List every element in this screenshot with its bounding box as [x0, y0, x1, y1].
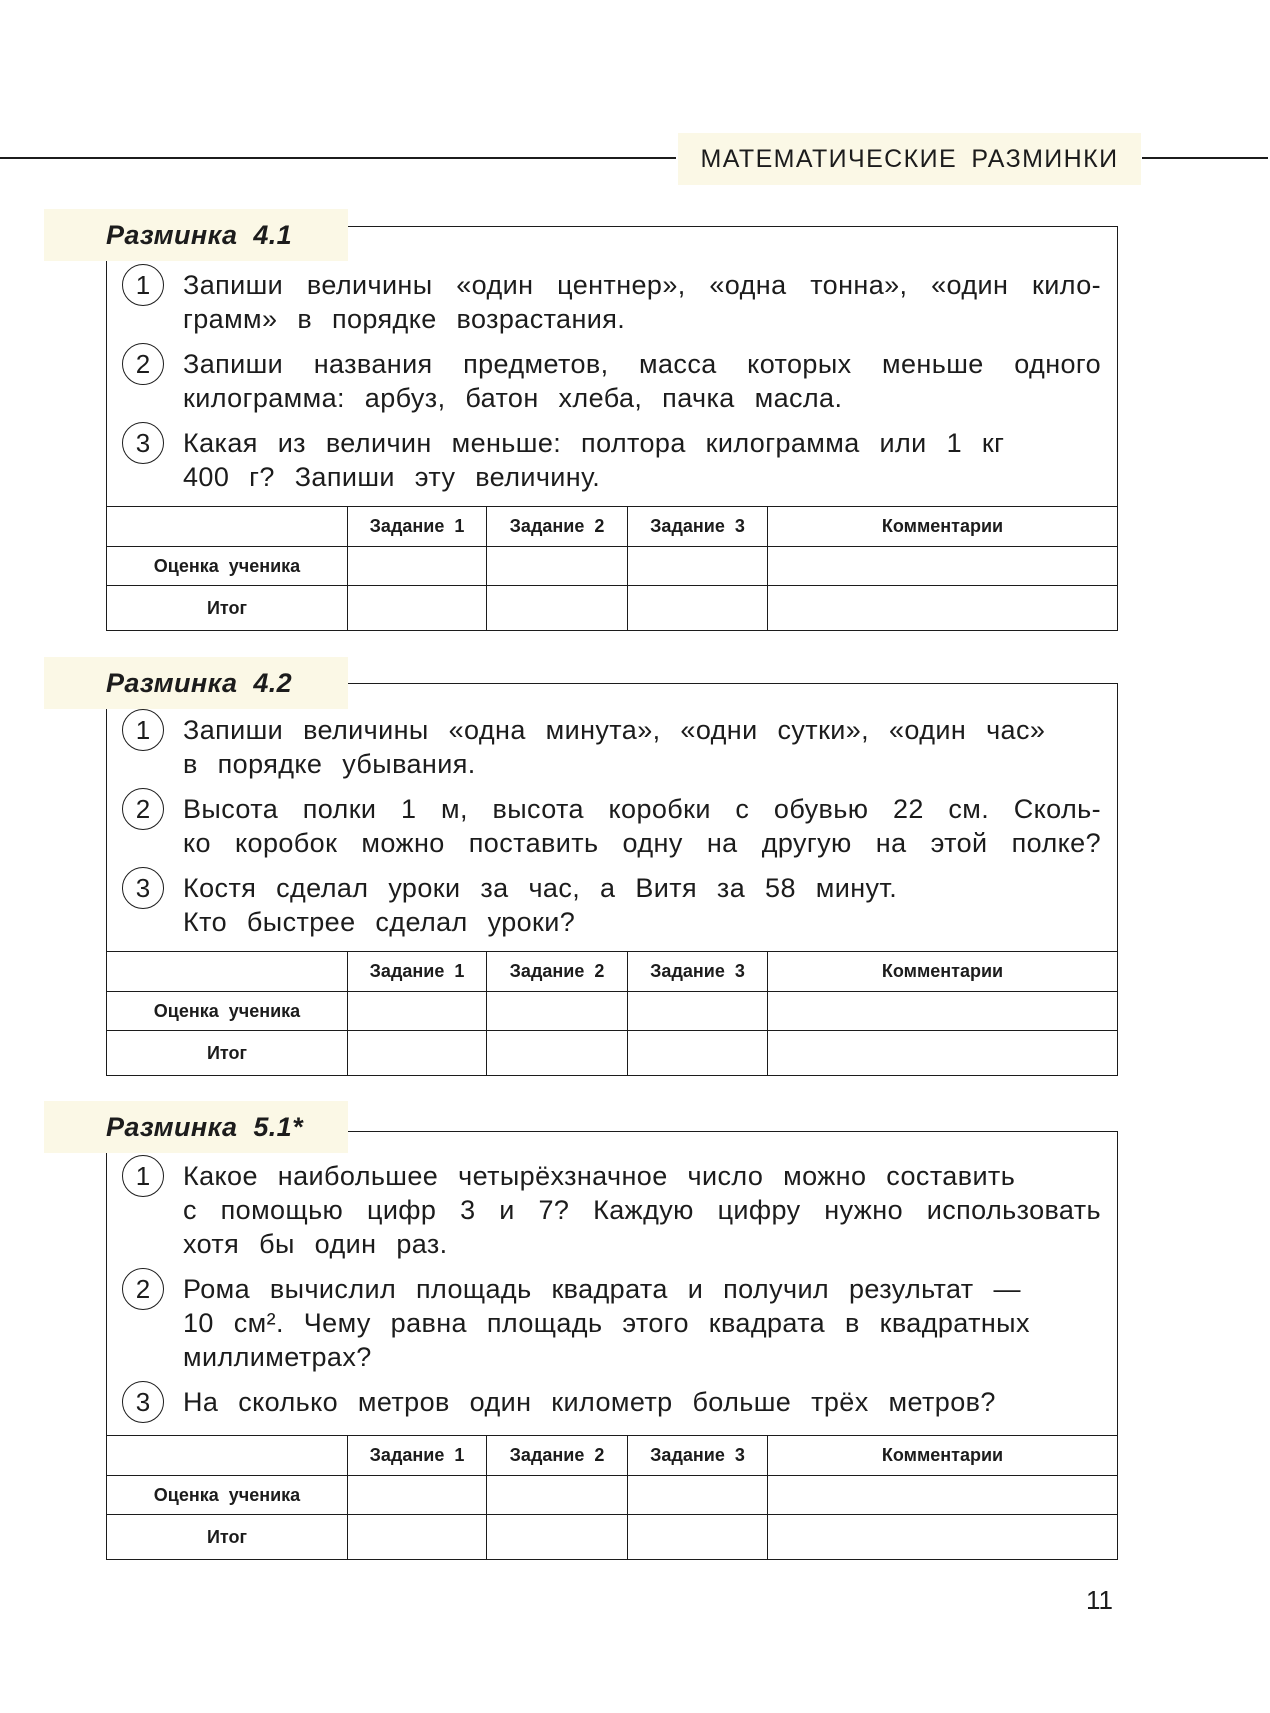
row-label: Итог	[107, 1514, 347, 1559]
score-cell	[627, 1475, 767, 1514]
table-corner-cell	[107, 1435, 347, 1475]
task-list	[107, 1132, 1117, 1419]
task-text-line: Рома вычислил площадь квадрата и получил результат —	[183, 1274, 1021, 1304]
score-cell	[347, 546, 486, 585]
warmup-title	[44, 1101, 348, 1153]
score-cell	[347, 991, 486, 1030]
task-item	[107, 1272, 1117, 1374]
score-cell	[627, 991, 767, 1030]
task-text-line: в порядке убывания.	[183, 749, 476, 779]
comment-cell	[767, 585, 1117, 630]
task-number-circle: 3	[122, 867, 164, 909]
column-header: Задание 1	[347, 1435, 486, 1475]
task-text-line: хотя бы один раз.	[183, 1229, 448, 1259]
table-corner-cell	[107, 951, 347, 991]
task-item	[107, 1159, 1117, 1261]
task-item	[107, 792, 1117, 860]
task-list	[107, 227, 1117, 494]
score-cell	[347, 585, 486, 630]
row-label: Итог	[107, 585, 347, 630]
score-cell	[627, 585, 767, 630]
score-cell	[347, 1475, 486, 1514]
score-cell	[486, 546, 627, 585]
table-corner-cell	[107, 506, 347, 546]
task-number-circle: 3	[122, 422, 164, 464]
row-label: Оценка ученика	[107, 1475, 347, 1514]
warmup-title	[44, 657, 348, 709]
column-header: Комментарии	[767, 951, 1117, 991]
warmup-title-text: Разминка 5.1*	[106, 1111, 303, 1142]
warmup-title-text: Разминка 4.2	[106, 667, 293, 698]
task-text-line: ко коробок можно поставить одну на другую на этой полке?	[183, 828, 1101, 858]
page-header-title-text: МАТЕМАТИЧЕСКИЕ РАЗМИНКИ	[700, 144, 1119, 173]
column-header: Задание 1	[347, 951, 486, 991]
page-header-title	[678, 133, 1141, 185]
column-header: Задание 1	[347, 506, 486, 546]
task-text-line: Какое наибольшее четырёхзначное число можно составить	[183, 1161, 1016, 1191]
score-cell	[627, 1514, 767, 1559]
comment-cell	[767, 991, 1117, 1030]
score-cell	[627, 1030, 767, 1075]
column-header: Задание 2	[486, 951, 627, 991]
score-cell	[486, 1475, 627, 1514]
score-cell	[486, 991, 627, 1030]
task-text-line: На сколько метров один километр больше трёх метров?	[183, 1387, 996, 1417]
score-cell	[347, 1030, 486, 1075]
task-text-line: Какая из величин меньше: полтора килограмма или 1 кг	[183, 428, 1005, 458]
comment-cell	[767, 1514, 1117, 1559]
comment-cell	[767, 1475, 1117, 1514]
column-header: Задание 3	[627, 1435, 767, 1475]
task-text-line: Костя сделал уроки за час, а Витя за 58 минут.	[183, 873, 898, 903]
column-header: Задание 2	[486, 1435, 627, 1475]
row-label: Оценка ученика	[107, 546, 347, 585]
task-number-circle: 3	[122, 1381, 164, 1423]
column-header: Комментарии	[767, 506, 1117, 546]
task-text-line: Кто быстрее сделал уроки?	[183, 907, 576, 937]
header-rule-right	[1142, 157, 1268, 159]
task-text-line: Запиши названия предметов, масса которых меньше одного	[183, 349, 1101, 379]
task-item	[107, 871, 1117, 939]
assessment-table	[107, 951, 1117, 1075]
task-number-circle: 1	[122, 264, 164, 306]
row-label: Оценка ученика	[107, 991, 347, 1030]
task-item	[107, 713, 1117, 781]
task-item	[107, 1385, 1117, 1419]
row-label: Итог	[107, 1030, 347, 1075]
warmup-title-text: Разминка 4.1	[106, 219, 293, 250]
assessment-table	[107, 506, 1117, 630]
warmup-title	[44, 209, 348, 261]
comment-cell	[767, 546, 1117, 585]
task-item	[107, 268, 1117, 336]
task-text-line: грамм» в порядке возрастания.	[183, 304, 626, 334]
task-number-circle: 2	[122, 343, 164, 385]
task-text-line: Высота полки 1 м, высота коробки с обувью 22 см. Сколь-	[183, 794, 1101, 824]
task-text-line: Запиши величины «одна минута», «одни сутки», «один час»	[183, 715, 1046, 745]
score-cell	[486, 1030, 627, 1075]
score-cell	[627, 546, 767, 585]
task-text-line: килограмма: арбуз, батон хлеба, пачка масла.	[183, 383, 843, 413]
warmup-frame	[106, 683, 1118, 1076]
score-cell	[486, 1514, 627, 1559]
task-item	[107, 426, 1117, 494]
page-number: 11	[1086, 1585, 1113, 1615]
warmup-frame	[106, 226, 1118, 631]
task-text-line: миллиметрах?	[183, 1342, 372, 1372]
task-text-line: 10 см². Чему равна площадь этого квадрата в квадратных	[183, 1308, 1030, 1338]
score-cell	[486, 585, 627, 630]
warmup-frame	[106, 1131, 1118, 1560]
comment-cell	[767, 1030, 1117, 1075]
assessment-table	[107, 1435, 1117, 1559]
task-text-line: 400 г? Запиши эту величину.	[183, 462, 601, 492]
task-item	[107, 347, 1117, 415]
task-number-circle: 1	[122, 709, 164, 751]
header-rule-left	[0, 157, 676, 159]
task-list	[107, 684, 1117, 939]
column-header: Задание 2	[486, 506, 627, 546]
column-header: Комментарии	[767, 1435, 1117, 1475]
task-number-circle: 2	[122, 788, 164, 830]
score-cell	[347, 1514, 486, 1559]
task-text-line: Запиши величины «один центнер», «одна тонна», «один кило-	[183, 270, 1101, 300]
column-header: Задание 3	[627, 951, 767, 991]
task-number-circle: 1	[122, 1155, 164, 1197]
task-text-line: с помощью цифр 3 и 7? Каждую цифру нужно использовать	[183, 1195, 1101, 1225]
column-header: Задание 3	[627, 506, 767, 546]
task-number-circle: 2	[122, 1268, 164, 1310]
